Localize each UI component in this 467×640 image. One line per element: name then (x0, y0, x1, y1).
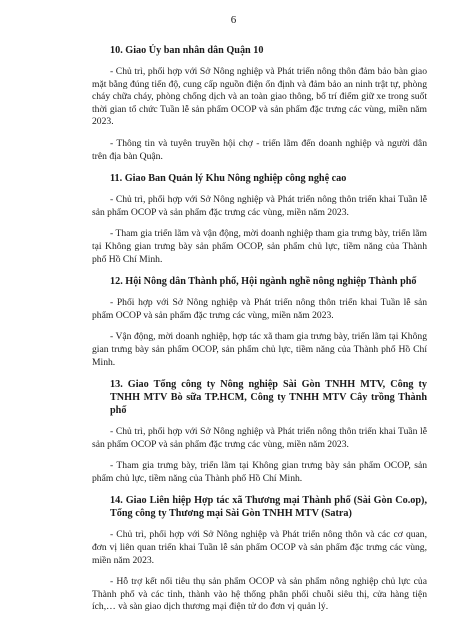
section-13 (92, 378, 427, 485)
section-12 (92, 275, 427, 369)
page-number: 6 (230, 14, 237, 26)
section-paragraph: - Chủ trì, phối hợp với Sở Nông nghiệp và Phát triển nông thôn đảm bảo bàn giao mặt bằng đúng tiến độ, cung cấp nguồn điện ổn định và đảm bảo an ninh trật tự, phòng cháy chữa cháy, phòng chống dịch và an toàn giao thông, bố trí điểm giữ xe trong suốt thời gian tổ chức Tuần lễ sản phẩm OCOP và sản phẩm đặc trưng các vùng, miền năm 2023. (92, 66, 427, 128)
section-paragraph: - Tham gia trưng bày, triển lãm tại Không gian trưng bày sản phẩm OCOP, sản phẩm chủ lực, tiềm năng của Thành phố Hồ Chí Minh. (92, 460, 427, 484)
section-paragraph: - Tham gia triển lãm và vận động, mời doanh nghiệp tham gia trưng bày, triển lãm tại Không gian trưng bày sản phẩm OCOP, sản phẩm chủ lực, tiềm năng của Thành phố Hồ Chí Minh. (92, 228, 427, 265)
section-paragraph: - Vận động, mời doanh nghiệp, hợp tác xã tham gia trưng bày, triển lãm tại Không gian trưng bày sản phẩm OCOP, sản phẩm chủ lực, tiềm năng của Thành phố Hồ Chí Minh. (92, 331, 427, 368)
section-10 (92, 44, 427, 163)
section-14 (92, 494, 427, 614)
section-heading: 14. Giao Liên hiệp Hợp tác xã Thương mại Thành phố (Sài Gòn Co.op), Tổng công ty Thương mại Sài Gòn TNHH MTV (Satra) (110, 495, 427, 520)
document-body (92, 44, 427, 623)
section-paragraph: - Phối hợp với Sở Nông nghiệp và Phát triển nông thôn triển khai Tuần lễ sản phẩm OCOP và sản phẩm đặc trưng các vùng, miền năm 2023. (92, 297, 427, 321)
section-paragraph: - Chủ trì, phối hợp với Sở Nông nghiệp và Phát triển nông thôn triển khai Tuần lễ sản phẩm OCOP và sản phẩm đặc trưng các vùng, miền năm 2023. (92, 194, 427, 218)
section-heading: 11. Giao Ban Quản lý Khu Nông nghiệp công nghệ cao (110, 173, 347, 185)
section-paragraph: - Chủ trì, phối hợp với Sở Nông nghiệp và Phát triển nông thôn triển khai Tuần lễ sản phẩm OCOP và sản phẩm đặc trưng các vùng, miền năm 2023. (92, 426, 427, 450)
section-paragraph: - Hỗ trợ kết nối tiêu thụ sản phẩm OCOP và sản phẩm nông nghiệp chủ lực của Thành phố và các tỉnh, thành vào hệ thống phân phối chuỗi siêu thị, cửa hàng tiện ích,… và sàn giao dịch thương mại điện tử do đơn vị quản lý. (92, 576, 427, 613)
section-heading: 13. Giao Tổng công ty Nông nghiệp Sài Gòn TNHH MTV, Công ty TNHH MTV Bò sữa TP.HCM, Công ty TNHH MTV Cây trồng Thành phố (110, 379, 427, 417)
section-heading: 12. Hội Nông dân Thành phố, Hội ngành nghề nông nghiệp Thành phố (110, 276, 417, 288)
section-11 (92, 172, 427, 266)
section-paragraph: - Thông tin và tuyên truyền hội chợ - triển lãm đến doanh nghiệp và người dân trên địa bàn Quận. (92, 137, 427, 162)
section-heading: 10. Giao Ủy ban nhân dân Quận 10 (110, 45, 264, 56)
section-paragraph: - Chủ trì, phối hợp với Sở Nông nghiệp và Phát triển nông thôn và các cơ quan, đơn vị liên quan triển khai Tuần lễ sản phẩm OCOP và sản phẩm đặc trưng các vùng, miền năm 2023. (92, 529, 427, 566)
